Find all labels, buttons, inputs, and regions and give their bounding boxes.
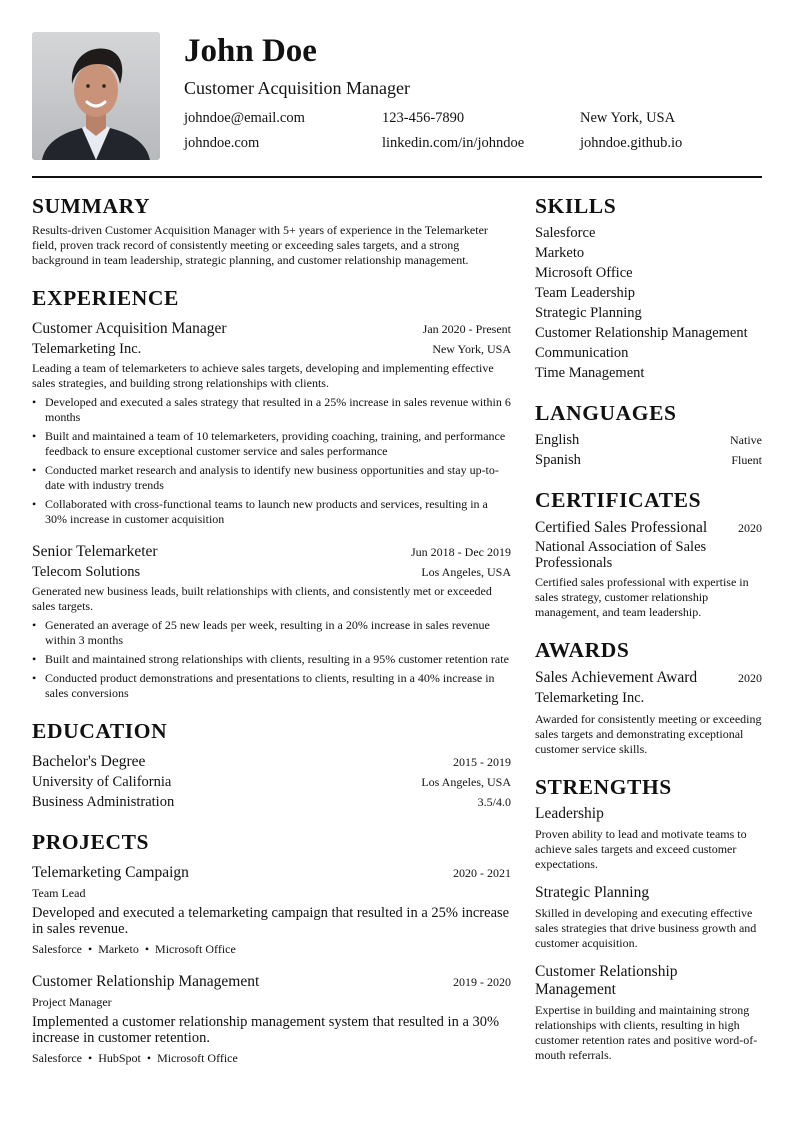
tech-tag: Microsoft Office	[155, 942, 236, 956]
job-location: Los Angeles, USA	[421, 565, 511, 579]
project-tech: Salesforce • HubSpot • Microsoft Office	[32, 1051, 238, 1065]
certificate-description: Certified sales professional with expertise in sales strategy, customer relationship management, and team leadership.	[535, 575, 749, 619]
contact-info	[184, 109, 774, 152]
award-description: Awarded for consistently meeting or exceeding sales targets and demonstrating exceptional customer service skills.	[535, 712, 762, 756]
summary-section	[32, 192, 511, 268]
language-name: Spanish	[535, 452, 581, 468]
section-heading: CERTIFICATES	[535, 488, 702, 512]
job-bullets	[32, 395, 511, 527]
profile-photo	[32, 32, 160, 160]
project-tech: Salesforce • Marketo • Microsoft Office	[32, 942, 236, 956]
job-dates: Jan 2020 - Present	[422, 322, 511, 336]
language-row	[535, 450, 762, 470]
projects-section	[32, 828, 511, 1066]
strength-title: Leadership	[535, 805, 604, 822]
list-item: • Built and maintained strong relationships with clients, resulting in a 95% customer retention rate	[32, 652, 511, 667]
school-name: University of California	[32, 774, 172, 790]
strength-entry	[535, 805, 762, 872]
certificates-section	[535, 486, 762, 620]
main-column	[32, 192, 511, 1082]
education-section	[32, 717, 511, 812]
language-level: Fluent	[731, 453, 762, 467]
project-dates: 2019 - 2020	[453, 975, 511, 989]
skills-section	[535, 192, 762, 383]
skill-item: Strategic Planning	[535, 305, 642, 321]
section-heading: AWARDS	[535, 638, 630, 662]
award-year: 2020	[738, 671, 762, 685]
section-heading: EDUCATION	[32, 719, 168, 743]
job-description: Generated new business leads, built relationships with clients, and consistently met or exceeded sales targets.	[32, 584, 492, 613]
job-role: Senior Telemarketer	[32, 543, 158, 560]
certificate-title: Certified Sales Professional	[535, 519, 708, 536]
language-row	[535, 430, 762, 450]
skill-item: Salesforce	[535, 225, 596, 241]
phone-number: 123-456-7890	[382, 110, 465, 126]
skill-item: Customer Relationship Management	[535, 325, 748, 341]
location-text: New York, USA	[580, 110, 676, 126]
strengths-section	[535, 773, 762, 1063]
job-company: Telemarketing Inc.	[32, 341, 142, 357]
education-dates: 2015 - 2019	[453, 755, 511, 769]
strength-title: Strategic Planning	[535, 884, 650, 901]
language-name: English	[535, 432, 580, 448]
project-role: Project Manager	[32, 995, 112, 1009]
project-name: Customer Relationship Management	[32, 973, 260, 990]
project-role: Team Lead	[32, 886, 86, 900]
job-role: Customer Acquisition Manager	[32, 320, 227, 337]
tech-tag: HubSpot	[98, 1051, 141, 1065]
section-heading: PROJECTS	[32, 830, 150, 854]
award-title: Sales Achievement Award	[535, 669, 698, 686]
tech-tag: Microsoft Office	[157, 1051, 238, 1065]
list-item: • Conducted product demonstrations and presentations to clients, resulting in a 40% increase in sales conversions	[32, 671, 511, 701]
section-heading: SUMMARY	[32, 194, 151, 218]
project-entry	[32, 971, 511, 1066]
project-entry	[32, 862, 511, 957]
languages-section	[535, 399, 762, 470]
experience-section	[32, 284, 511, 701]
header-divider	[32, 176, 762, 178]
strength-title: Customer Relationship Management	[535, 963, 678, 998]
linkedin-link[interactable]: linkedin.com/in/johndoe	[382, 135, 525, 151]
section-heading: SKILLS	[535, 194, 617, 218]
list-item: • Built and maintained a team of 10 telemarketers, providing coaching, training, and performance feedback to ensure exceptional customer service and sales performance	[32, 429, 511, 459]
project-description: Developed and executed a telemarketing campaign that resulted in a 25% increase in sales revenue.	[32, 905, 510, 937]
job-entry	[32, 318, 511, 527]
skill-item: Marketo	[535, 245, 585, 261]
email-link[interactable]: johndoe@email.com	[184, 110, 305, 126]
job-bullets	[32, 618, 511, 701]
github-link[interactable]: johndoe.github.io	[580, 135, 683, 151]
list-item: • Collaborated with cross-functional teams to launch new products and services, resulting in a 30% increase in customer acquisition	[32, 497, 511, 527]
job-dates: Jun 2018 - Dec 2019	[411, 545, 511, 559]
section-heading: LANGUAGES	[535, 401, 677, 425]
gpa: 3.5/4.0	[477, 795, 511, 809]
strength-description: Expertise in building and maintaining strong relationships with clients, resulting in high customer retention rates and positive word-of-mouth referrals.	[535, 1003, 758, 1062]
language-level: Native	[730, 433, 762, 447]
section-heading: EXPERIENCE	[32, 286, 179, 310]
strength-entry	[535, 963, 762, 1063]
project-name: Telemarketing Campaign	[32, 864, 189, 881]
candidate-name: John Doe	[184, 33, 317, 69]
skill-item: Microsoft Office	[535, 265, 633, 281]
job-company: Telecom Solutions	[32, 564, 141, 580]
list-item: • Generated an average of 25 new leads per week, resulting in a 20% increase in sales revenue within 3 months	[32, 618, 511, 648]
job-description: Leading a team of telemarketers to achieve sales targets, developing and implementing effective sales strategies, and building strong relationships with clients.	[32, 361, 494, 390]
section-heading: STRENGTHS	[535, 775, 672, 799]
sidebar-column	[535, 192, 762, 1079]
job-location: New York, USA	[432, 342, 511, 356]
project-description: Implemented a customer relationship management system that resulted in a 30% increase in customer retention.	[32, 1014, 500, 1046]
school-location: Los Angeles, USA	[421, 775, 511, 789]
summary-text: Results-driven Customer Acquisition Manager with 5+ years of experience in the Telemarketer field, proven track record of consistently meeting or exceeding sales targets, and a strong background in team leadership, strategic planning, and customer relationship management.	[32, 223, 488, 267]
list-item: • Conducted market research and analysis to identify new business opportunities and stay up-to-date with industry trends	[32, 463, 511, 493]
award-issuer: Telemarketing Inc.	[535, 690, 645, 706]
job-entry	[32, 541, 511, 701]
skill-item: Time Management	[535, 365, 645, 381]
resume-header	[32, 32, 762, 160]
tech-tag: Salesforce	[32, 1051, 82, 1065]
strength-description: Skilled in developing and executing effective sales strategies that drive business growth and customer acquisition.	[535, 906, 757, 950]
project-dates: 2020 - 2021	[453, 866, 511, 880]
field-of-study: Business Administration	[32, 794, 175, 810]
strength-description: Proven ability to lead and motivate teams to achieve sales targets and exceed customer expectations.	[535, 827, 747, 871]
tech-tag: Marketo	[98, 942, 139, 956]
website-link[interactable]: johndoe.com	[184, 135, 260, 151]
skill-item: Communication	[535, 345, 629, 361]
certificate-year: 2020	[738, 521, 762, 535]
strength-entry	[535, 884, 762, 951]
certificate-issuer: National Association of Sales Professionals	[535, 539, 707, 571]
tech-tag: Salesforce	[32, 942, 82, 956]
awards-section	[535, 636, 762, 757]
skill-item: Team Leadership	[535, 285, 636, 301]
list-item: • Developed and executed a sales strategy that resulted in a 25% increase in sales revenue within 6 months	[32, 395, 511, 425]
degree: Bachelor's Degree	[32, 753, 146, 770]
candidate-title: Customer Acquisition Manager	[184, 78, 410, 98]
